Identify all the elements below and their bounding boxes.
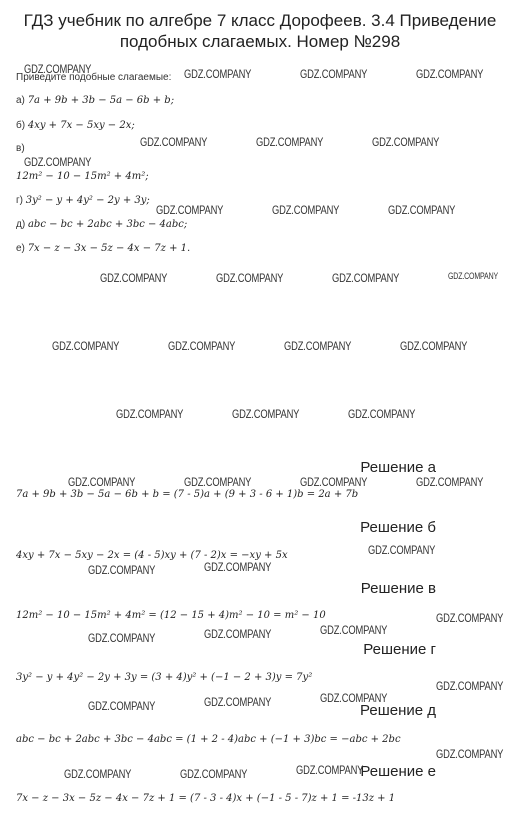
- solution-a-heading: Решение а: [360, 459, 436, 476]
- task-b-expr: 4xy + 7x − 5xy − 2x;: [27, 120, 135, 131]
- task-d-label: г): [16, 195, 23, 206]
- watermark: GDZ.COMPANY: [100, 271, 168, 285]
- watermark: GDZ.COMPANY: [372, 135, 440, 149]
- title-line-1: ГДЗ учебник по алгебре 7 класс Дорофеев. 3.4 Приведение: [23, 11, 497, 30]
- watermark: GDZ.COMPANY: [88, 699, 156, 713]
- watermark: GDZ.COMPANY: [168, 339, 236, 353]
- watermark: GDZ.COMPANY: [204, 627, 272, 641]
- task-c-label: в): [16, 143, 25, 154]
- page-title: [0, 10, 520, 52]
- watermark: GDZ.COMPANY: [320, 691, 388, 705]
- watermark: GDZ.COMPANY: [416, 475, 484, 489]
- solution-c-heading: Решение в: [360, 580, 436, 597]
- watermark: GDZ.COMPANY: [64, 767, 132, 781]
- solution-f-expr: 7x − z − 3x − 5z − 4x − 7z + 1 = (7 - 3 - 4)x + (−1 - 5 - 7)z + 1 = -13z + 1: [16, 793, 396, 804]
- watermark: GDZ.COMPANY: [348, 407, 416, 421]
- watermark: GDZ.COMPANY: [416, 67, 484, 81]
- watermark: GDZ.COMPANY: [272, 203, 340, 217]
- watermark: GDZ.COMPANY: [256, 135, 324, 149]
- solution-a-expr: 7a + 9b + 3b − 5a − 6b + b = (7 - 5)a + (9 + 3 - 6 + 1)b = 2a + 7b: [16, 489, 359, 500]
- task-e-label: д): [16, 219, 26, 230]
- task-f: [16, 243, 190, 254]
- watermark: GDZ.COMPANY: [24, 155, 92, 169]
- watermark: GDZ.COMPANY: [52, 339, 120, 353]
- watermark: GDZ.COMPANY: [204, 560, 272, 574]
- watermark: GDZ.COMPANY: [400, 339, 468, 353]
- task-c: [16, 143, 25, 154]
- task-d: [16, 195, 150, 206]
- watermark: GDZ.COMPANY: [436, 747, 504, 761]
- watermark: GDZ.COMPANY: [184, 67, 252, 81]
- solution-e-heading: Решение д: [360, 702, 436, 719]
- solution-e-expr: abc − bc + 2abc + 3bc − 4abc = (1 + 2 - 4)abc + (−1 + 3)bc = −abc + 2bc: [16, 734, 401, 745]
- watermark: GDZ.COMPANY: [332, 271, 400, 285]
- watermark: GDZ.COMPANY: [448, 271, 499, 281]
- task-c-expr: 12m² − 10 − 15m² + 4m²;: [16, 171, 149, 182]
- solution-d-heading: Решение г: [363, 641, 436, 658]
- watermark: GDZ.COMPANY: [320, 623, 388, 637]
- watermark: GDZ.COMPANY: [204, 695, 272, 709]
- watermark: GDZ.COMPANY: [184, 475, 252, 489]
- watermark: GDZ.COMPANY: [296, 763, 364, 777]
- watermark: GDZ.COMPANY: [116, 407, 184, 421]
- watermark: GDZ.COMPANY: [156, 203, 224, 217]
- task-a-expr: 7a + 9b + 3b − 5a − 6b + b;: [27, 95, 175, 106]
- task-b: [16, 120, 135, 131]
- task-a-label: а): [16, 95, 25, 106]
- task-c-line: [16, 171, 149, 182]
- task-f-expr: 7x − z − 3x − 5z − 4x − 7z + 1.: [27, 243, 191, 254]
- watermark: GDZ.COMPANY: [232, 407, 300, 421]
- solution-b-expr: 4xy + 7x − 5xy − 2x = (4 - 5)xy + (7 - 2)x = −xy + 5x: [16, 550, 288, 561]
- solution-b-heading: Решение б: [360, 519, 436, 536]
- watermark: GDZ.COMPANY: [140, 135, 208, 149]
- task-e: [16, 219, 187, 230]
- watermark: GDZ.COMPANY: [24, 62, 92, 76]
- watermark: GDZ.COMPANY: [368, 543, 436, 557]
- watermark: GDZ.COMPANY: [388, 203, 456, 217]
- task-f-label: е): [16, 243, 25, 254]
- watermark: GDZ.COMPANY: [88, 563, 156, 577]
- watermark: GDZ.COMPANY: [180, 767, 248, 781]
- task-d-expr: 3y² − y + 4y² − 2y + 3y;: [25, 195, 150, 206]
- solution-c-expr: 12m² − 10 − 15m² + 4m² = (12 − 15 + 4)m² − 10 = m² − 10: [16, 610, 326, 621]
- title-line-2: подобных слагаемых. Номер №298: [119, 32, 401, 51]
- watermark: GDZ.COMPANY: [68, 475, 136, 489]
- watermark: GDZ.COMPANY: [88, 631, 156, 645]
- task-b-label: б): [16, 120, 26, 131]
- watermark: GDZ.COMPANY: [436, 679, 504, 693]
- solution-d-expr: 3y² − y + 4y² − 2y + 3y = (3 + 4)y² + (−1 − 2 + 3)y = 7y²: [16, 672, 313, 683]
- watermark: GDZ.COMPANY: [300, 67, 368, 81]
- watermark: GDZ.COMPANY: [436, 611, 504, 625]
- watermark: GDZ.COMPANY: [216, 271, 284, 285]
- watermark: GDZ.COMPANY: [284, 339, 352, 353]
- task-a: [16, 95, 174, 106]
- watermark: GDZ.COMPANY: [300, 475, 368, 489]
- task-prompt: Приведите подобные слагаемые:: [16, 72, 172, 83]
- task-e-expr: abc − bc + 2abc + 3bc − 4abc;: [27, 219, 188, 230]
- solution-f-heading: Решение е: [360, 763, 436, 780]
